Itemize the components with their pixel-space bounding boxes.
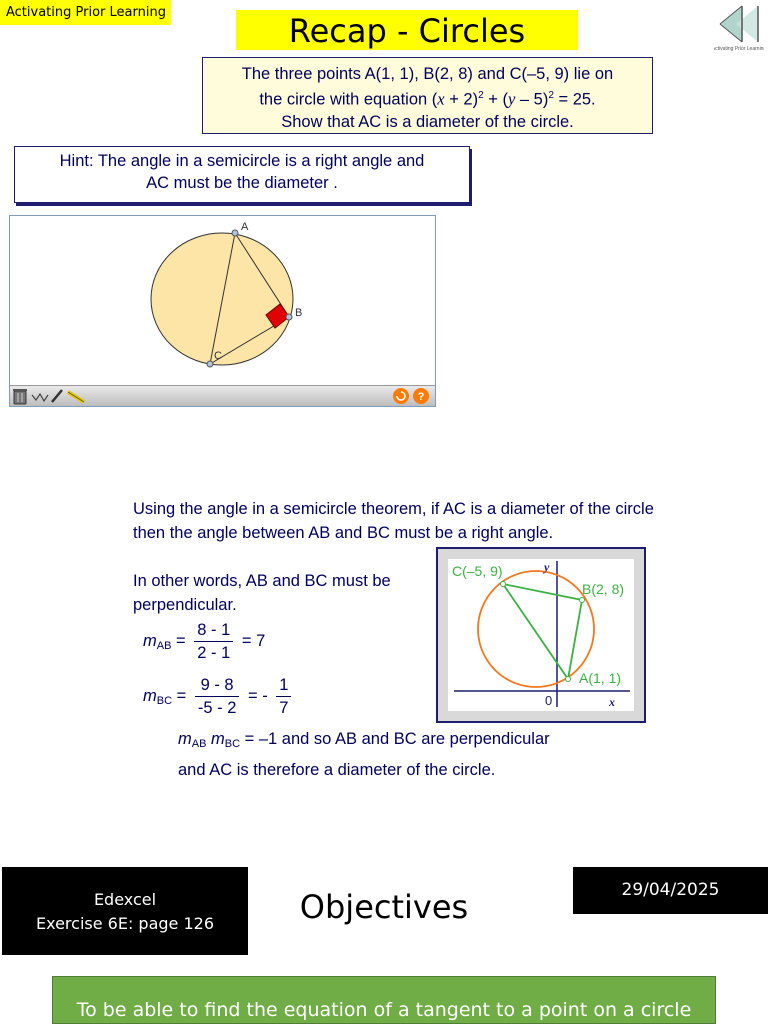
point-c-label: C bbox=[214, 350, 222, 362]
question-line-2: the circle with equation $(x + 2)^2 + (y - 5)^2 = 25$. bbox=[259, 89, 596, 109]
question-line-3: Show that AC is a diameter of the circle. bbox=[281, 112, 574, 131]
graph-label-a: A(1, 1) bbox=[579, 670, 622, 686]
gradient-bc-denominator: -5 - 2 bbox=[197, 699, 237, 717]
exercise-reference-box bbox=[2, 867, 248, 955]
solution-paragraph-2: In other words, AB and BC must be perpendicular. bbox=[133, 572, 391, 614]
edexcel-label: Edexcel bbox=[93, 890, 157, 909]
coordinate-graph bbox=[436, 547, 646, 723]
graph-x-label: x bbox=[609, 695, 615, 709]
graph-label-b: B(2, 8) bbox=[582, 581, 625, 597]
gradient-bc-result-denominator: 7 bbox=[279, 699, 289, 717]
gradient-bc-numerator: 9 - 8 bbox=[195, 674, 240, 697]
gradient-ab-equation: $m_{AB}$ = $\frac{8 - 1}{2 - 1}$ = 7 bbox=[143, 621, 266, 662]
svg-text:?: ? bbox=[417, 391, 425, 403]
graph-label-c: C(–5, 9) bbox=[452, 563, 503, 579]
activating-prior-learning-badge: Activating Prior Learning bbox=[0, 0, 171, 25]
solution-conclusion: $m_{AB}$ $m_{BC} = -1$ and so AB and BC are perpendicular and AC is therefore a diameter of the circle. bbox=[178, 730, 550, 779]
solution-paragraph-1: Using the angle in a semicircle theorem, if AC is a diameter of the circle then the angle between AB and BC must be a right angle. bbox=[133, 500, 654, 542]
hint-line-1: Hint: The angle in a semicircle is a right angle and bbox=[59, 152, 425, 170]
applet-toolbar bbox=[10, 385, 435, 406]
graph-origin-label: 0 bbox=[545, 693, 553, 708]
freehand-icon[interactable] bbox=[32, 394, 48, 401]
triangle-abc bbox=[503, 584, 582, 679]
gradient-bc-result-numerator: 1 bbox=[276, 674, 291, 697]
point-c[interactable] bbox=[207, 361, 213, 367]
graph-point-c bbox=[501, 582, 506, 587]
point-b[interactable] bbox=[286, 314, 292, 320]
trash-icon[interactable] bbox=[13, 389, 27, 404]
logo-caption: Activating Prior Learning bbox=[714, 46, 764, 52]
page-title: Recap - Circles bbox=[236, 10, 578, 50]
logo bbox=[714, 2, 764, 58]
question-line-1: The three points A(1, 1), B(2, 8) and C(–5, 9) lie on bbox=[241, 65, 614, 83]
gradient-ab-numerator: 8 - 1 bbox=[194, 619, 233, 642]
gradient-ab-result: = 7 bbox=[241, 631, 266, 650]
objective-banner: To be able to find the equation of a tangent to a point on a circle bbox=[52, 976, 716, 1024]
help-icon[interactable] bbox=[413, 388, 429, 404]
gradient-bc-equation: $m_{BC}$ = $\frac{9 - 8}{-5 - 2}$ = - $\frac{1}{7}$ bbox=[143, 674, 295, 719]
geometry-applet[interactable] bbox=[9, 215, 436, 407]
question-box bbox=[202, 57, 653, 134]
pen-icon[interactable] bbox=[52, 390, 62, 402]
reset-icon[interactable] bbox=[393, 388, 409, 404]
point-a[interactable] bbox=[232, 230, 238, 236]
graph-point-a bbox=[566, 677, 571, 682]
point-a-label: A bbox=[241, 221, 249, 233]
hint-line-2: AC must be the diameter . bbox=[146, 174, 338, 192]
gradient-ab-denominator: 2 - 1 bbox=[197, 644, 231, 662]
applet-canvas[interactable] bbox=[10, 216, 435, 386]
graph-y-label: y bbox=[544, 560, 550, 574]
point-b-label: B bbox=[295, 307, 303, 319]
exercise-label: Exercise 6E: page 126 bbox=[35, 914, 214, 933]
objectives-heading: Objectives bbox=[299, 888, 469, 926]
pencil-icon[interactable] bbox=[68, 392, 84, 402]
date-box: 29/04/2025 bbox=[573, 867, 768, 914]
hint-box bbox=[14, 146, 470, 203]
graph-point-b bbox=[580, 598, 585, 603]
